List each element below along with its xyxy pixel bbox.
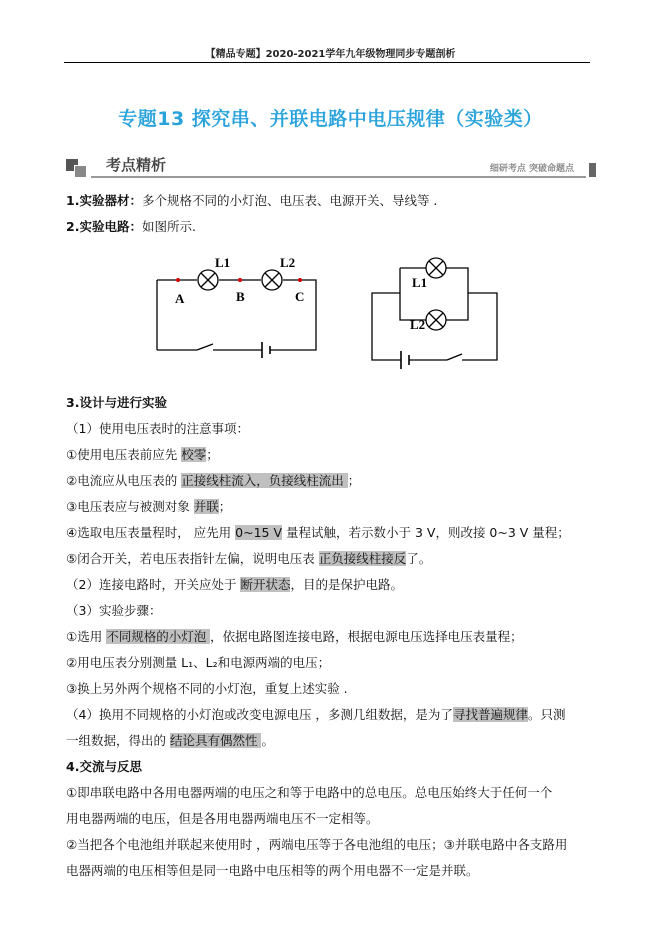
paragraph bbox=[66, 442, 606, 468]
paragraph bbox=[66, 468, 606, 494]
section-title: 考点精析 bbox=[106, 156, 167, 174]
text-segment: （3）实验步骤： bbox=[66, 603, 162, 618]
paragraph bbox=[66, 780, 606, 806]
text-segment: ②用电压表分别测量 L₁、L₂和电源两端的电压； bbox=[66, 655, 331, 670]
text-segment: ，依据电路图连接电路，根据电源电压选择电压表量程； bbox=[210, 629, 523, 644]
battery-icon bbox=[401, 351, 409, 369]
text-segment: 。 bbox=[261, 733, 274, 748]
switch-icon bbox=[197, 344, 213, 350]
paragraph bbox=[66, 546, 606, 572]
battery-icon bbox=[262, 342, 270, 358]
circuit-diagrams bbox=[0, 245, 661, 385]
highlighted-answer: 正负接线柱接反 bbox=[318, 551, 407, 566]
label-b: B bbox=[236, 289, 245, 304]
highlighted-answer: 不同规格的小灯泡 bbox=[106, 629, 211, 644]
parallel-circuit bbox=[372, 258, 497, 369]
paragraph bbox=[66, 832, 606, 858]
text-segment: ； bbox=[347, 473, 361, 488]
text-segment: 一组数据，得出的 bbox=[66, 733, 170, 748]
paragraph bbox=[66, 650, 606, 676]
paragraph bbox=[66, 728, 606, 754]
text-segment: 多个规格不同的小灯泡、电压表、电源开关、导线等 . bbox=[141, 193, 438, 208]
text-segment: ； bbox=[206, 447, 219, 462]
paragraph bbox=[66, 520, 606, 546]
paragraph bbox=[66, 188, 606, 214]
series-circuit bbox=[157, 270, 316, 358]
section-subtitle: 细研考点 突破命题点 bbox=[489, 164, 574, 174]
paragraph bbox=[66, 390, 606, 416]
section-underline bbox=[91, 176, 586, 178]
paragraph bbox=[66, 806, 606, 832]
text-segment: 。只测 bbox=[527, 707, 566, 722]
paragraph bbox=[66, 702, 606, 728]
label-l1: L1 bbox=[215, 255, 231, 270]
paragraph bbox=[66, 858, 606, 884]
section-banner bbox=[66, 152, 596, 182]
highlighted-answer: 结论具有偶然性 bbox=[169, 733, 262, 748]
text-segment: 了。 bbox=[406, 551, 432, 566]
highlighted-answer: 寻找普遍规律 bbox=[452, 707, 528, 722]
text-segment: 如图所示. bbox=[141, 219, 196, 234]
highlighted-answer: 断开状态 bbox=[240, 577, 291, 592]
paragraph bbox=[66, 494, 606, 520]
text-segment: ①使用电压表前应先 bbox=[66, 447, 182, 462]
label-l2: L2 bbox=[410, 317, 426, 332]
text-segment: （2）连接电路时，开关应处于 bbox=[66, 577, 241, 592]
text-segment: ①选用 bbox=[66, 629, 107, 644]
label-a: A bbox=[175, 291, 185, 306]
text-segment: 4.交流与反思 bbox=[66, 759, 142, 774]
paragraph bbox=[66, 214, 606, 240]
switch-icon bbox=[447, 354, 462, 360]
text-segment: ②电流应从电压表的 bbox=[66, 473, 182, 488]
text-segment: 电器两端的电压相等但是同一电路中电压相等的两个用电器不一定是并联。 bbox=[66, 863, 479, 878]
banner-end-block bbox=[589, 163, 596, 177]
text-segment: ； bbox=[218, 499, 232, 514]
paragraph bbox=[66, 624, 606, 650]
highlighted-answer: 校零 bbox=[181, 447, 207, 462]
paragraph bbox=[66, 754, 606, 780]
label-l2: L2 bbox=[280, 255, 296, 270]
text-segment: ③换上另外两个规格不同的小灯泡，重复上述实验 . bbox=[66, 681, 348, 696]
label-c: C bbox=[295, 289, 305, 304]
text-segment: 用电器两端的电压，但是各用电器两端电压不一定相等。 bbox=[66, 811, 379, 826]
text-segment: ，目的是保护电路。 bbox=[290, 577, 403, 592]
text-segment: 3.设计与进行实验 bbox=[66, 395, 167, 410]
text-segment: 量程试触，若示数小于 3 V，则改接 0~3 V 量程； bbox=[282, 525, 570, 540]
highlighted-answer: 并联 bbox=[193, 499, 219, 514]
text-segment: 1.实验器材： bbox=[66, 193, 142, 208]
text-segment: ③电压表应与被测对象 bbox=[66, 499, 194, 514]
banner-square-icon bbox=[74, 165, 87, 178]
header-divider bbox=[64, 62, 590, 63]
page-title: 专题13 探究串、并联电路中电压规律（实验类） bbox=[118, 108, 543, 130]
highlighted-answer: 正接线柱流入，负接线柱流出 bbox=[181, 473, 348, 488]
highlighted-answer: 0~15 V bbox=[235, 525, 283, 540]
text-segment: 2.实验电路： bbox=[66, 219, 142, 234]
text-segment: ②当把各个电池组并联起来使用时 ，两端电压等于各电池组的电压；③并联电路中各支路用 bbox=[66, 837, 568, 852]
text-segment: ①即串联电路中各用电器两端的电压之和等于电路中的总电压。总电压始终大于任何一个 bbox=[66, 785, 553, 800]
label-l1: L1 bbox=[412, 275, 428, 290]
paragraph bbox=[66, 416, 606, 442]
text-segment: （1）使用电压表时的注意事项： bbox=[66, 421, 249, 436]
page-header: 【精品专题】2020-2021学年九年级物理同步专题剖析 bbox=[205, 49, 456, 60]
text-segment: ④选取电压表量程时， 应先用 bbox=[66, 525, 236, 540]
text-segment: ⑤闭合开关，若电压表指针左偏，说明电压表 bbox=[66, 551, 319, 566]
paragraph bbox=[66, 572, 606, 598]
paragraph bbox=[66, 598, 606, 624]
text-segment: （4）换用不同规格的小灯泡或改变电源电压 ，多测几组数据，是为了 bbox=[66, 707, 453, 722]
paragraph bbox=[66, 676, 606, 702]
